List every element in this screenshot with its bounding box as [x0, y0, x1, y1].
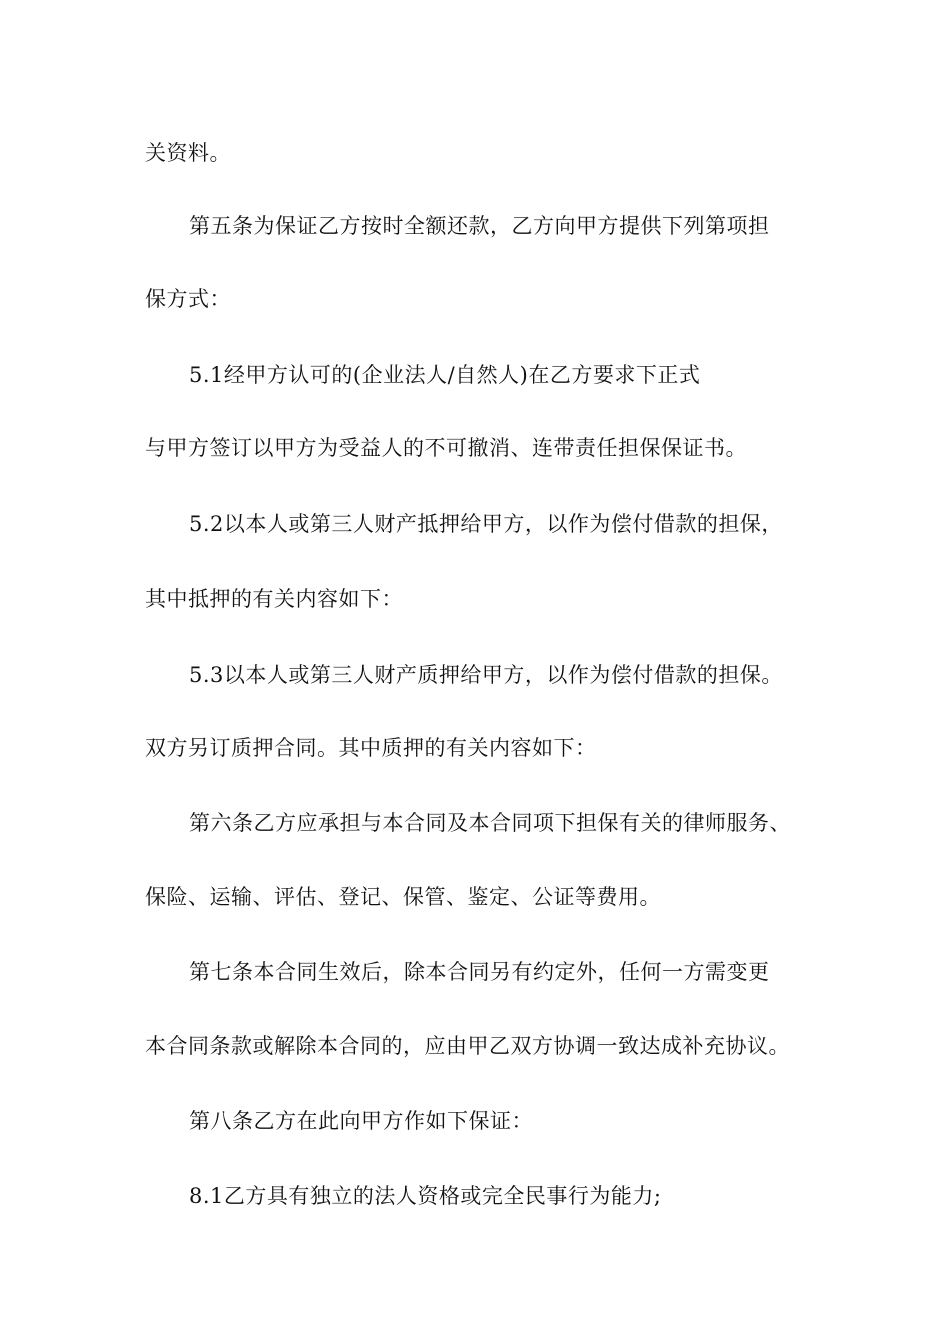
article-5-heading-line: 第五条为保证乙方按时全额还款，乙方向甲方提供下列第项担 — [189, 214, 770, 238]
paragraph-line: 双方另订质押合同。其中质押的有关内容如下： — [145, 736, 597, 760]
paragraph-line: 关资料。 — [145, 141, 231, 165]
paragraph-line: 保方式： — [145, 287, 231, 311]
paragraph-line: 其中抵押的有关内容如下： — [145, 587, 403, 611]
paragraph-line: 保险、运输、评估、登记、保管、鉴定、公证等费用。 — [145, 885, 661, 909]
article-7-line: 第七条本合同生效后，除本合同另有约定外，任何一方需变更 — [189, 960, 770, 984]
clause-5-1-line: 5.1经甲方认可的(企业法人/自然人)在乙方要求下正式 — [189, 363, 701, 387]
clause-8-1-line: 8.1乙方具有独立的法人资格或完全民事行为能力; — [189, 1184, 662, 1208]
paragraph-line: 本合同条款或解除本合同的，应由甲乙双方协调一致达成补充协议。 — [145, 1034, 790, 1058]
paragraph-line: 与甲方签订以甲方为受益人的不可撤消、连带责任担保保证书。 — [145, 436, 747, 460]
article-6-line: 第六条乙方应承担与本合同及本合同项下担保有关的律师服务、 — [189, 811, 791, 835]
clause-5-3-line: 5.3以本人或第三人财产质押给甲方，以作为偿付借款的担保。 — [189, 663, 783, 687]
clause-5-2-line: 5.2以本人或第三人财产抵押给甲方，以作为偿付借款的担保， — [189, 512, 783, 536]
article-8-line: 第八条乙方在此向甲方作如下保证： — [189, 1109, 533, 1133]
